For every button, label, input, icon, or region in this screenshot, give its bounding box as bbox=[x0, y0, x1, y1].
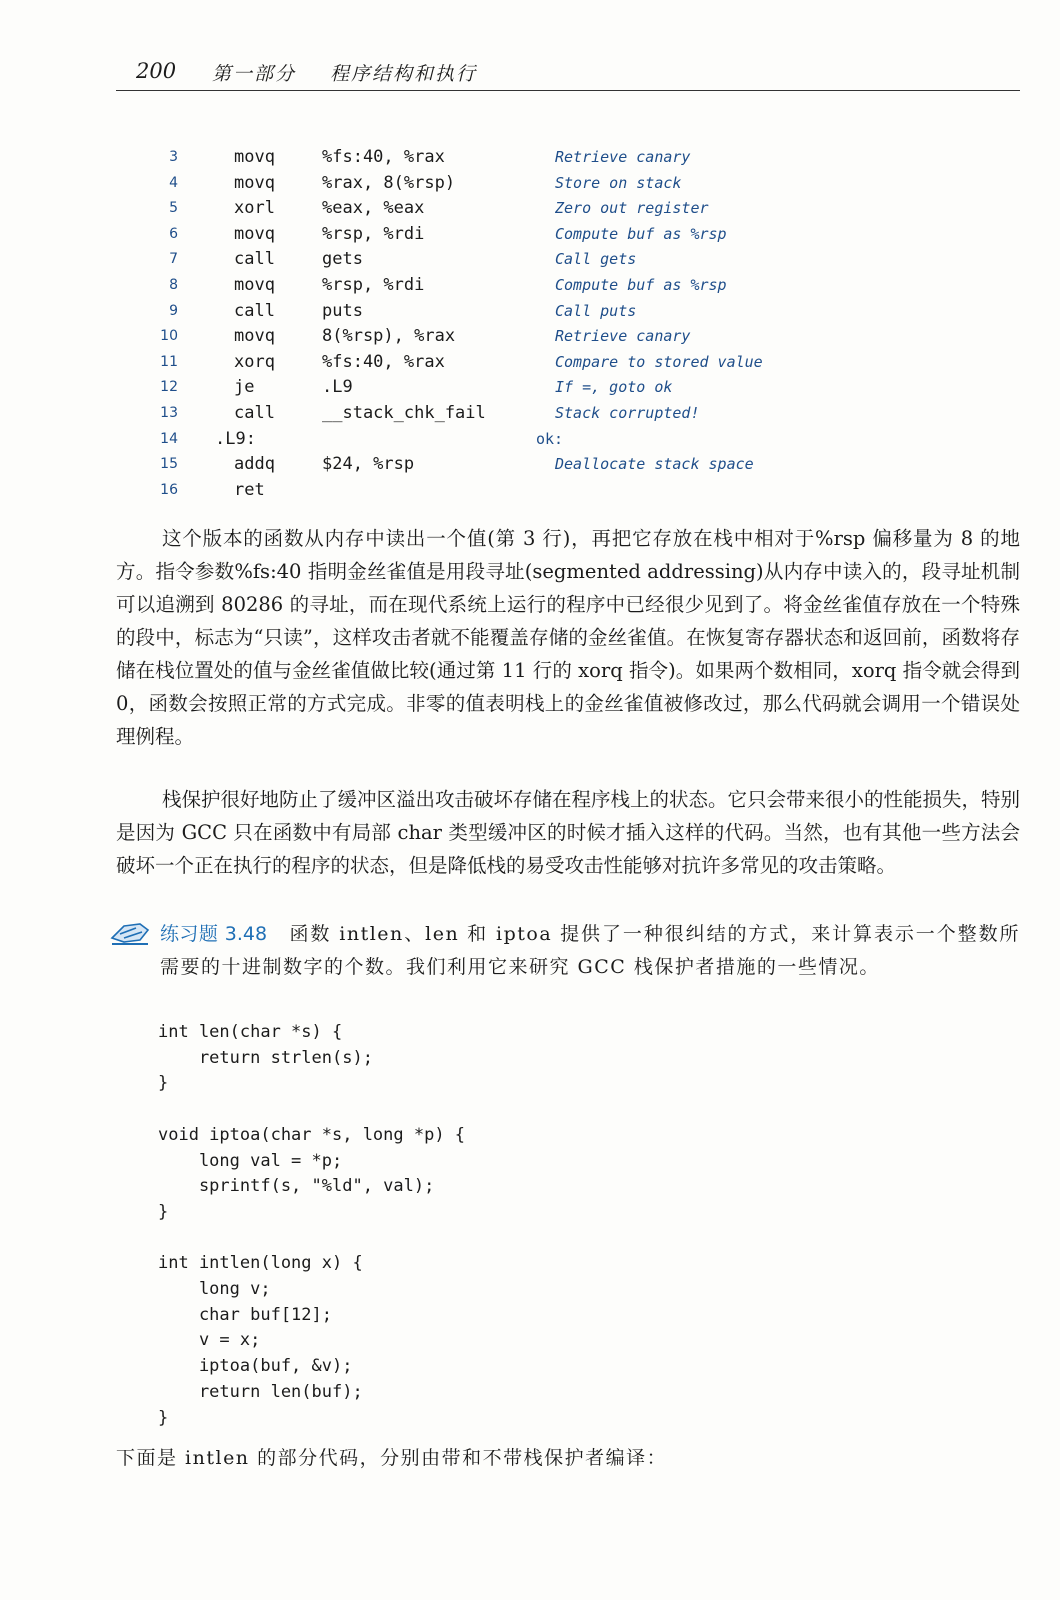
line-number: 8 bbox=[169, 277, 178, 293]
asm-comment: Zero out register bbox=[555, 199, 709, 218]
line-number: 15 bbox=[160, 456, 178, 473]
asm-operands: gets bbox=[322, 249, 363, 270]
asm-operands: %fs:40, %rax bbox=[322, 147, 445, 167]
asm-comment: Call puts bbox=[555, 301, 637, 320]
asm-line bbox=[0, 173, 1060, 197]
line-number: 16 bbox=[160, 481, 178, 498]
running-header bbox=[116, 56, 1020, 91]
asm-opcode: movq bbox=[234, 223, 275, 244]
line-number: 10 bbox=[160, 328, 178, 345]
asm-opcode: call bbox=[234, 300, 275, 321]
asm-line bbox=[0, 480, 1060, 504]
line-number: 3 bbox=[169, 149, 178, 165]
asm-opcode: call bbox=[234, 403, 275, 423]
asm-line bbox=[0, 326, 1060, 350]
line-number: 14 bbox=[160, 430, 178, 447]
asm-comment: Deallocate stack space bbox=[555, 455, 754, 474]
exercise-text bbox=[160, 918, 1020, 984]
asm-comment: Call gets bbox=[555, 250, 637, 269]
exercise-code: int len(char *s) { return strlen(s); } void iptoa(char *s, long *p) { long val = *p; sprintf(s, "%ld", val); } int intlen(long x) { long v; char buf[12]; v = x; iptoa(buf, &v); return len(buf); } bbox=[158, 1022, 466, 1428]
page-number: 200 bbox=[136, 59, 177, 83]
line-number: 4 bbox=[169, 174, 178, 191]
line-number: 13 bbox=[160, 405, 178, 421]
asm-operands: .L9 bbox=[322, 377, 353, 398]
line-number: 6 bbox=[169, 225, 178, 242]
asm-operands: %rsp, %rdi bbox=[322, 275, 425, 295]
asm-operands: puts bbox=[322, 300, 363, 321]
asm-line bbox=[0, 352, 1060, 376]
paragraph-stack-protection: 栈保护很好地防止了缓冲区溢出攻击破坏存储在程序栈上的状态。它只会带来很小的性能损失，特别是因为 GCC 只在函数中有局部 char 类型缓冲区的时候才插入这样的代码。当然，也有其他一些方法会破坏一个正在执行的程序的状态，但是降低栈的易受攻击性能够对抗许多常见的攻击策略。 bbox=[116, 788, 1021, 877]
asm-line bbox=[0, 403, 1060, 427]
asm-operands: %eax, %eax bbox=[322, 198, 425, 219]
asm-opcode: ret bbox=[234, 479, 265, 500]
asm-opcode: movq bbox=[234, 275, 275, 295]
line-number: 5 bbox=[169, 200, 178, 217]
asm-comment: If =, goto ok bbox=[555, 378, 673, 397]
asm-comment: Compute buf as %rsp bbox=[555, 276, 727, 294]
asm-line bbox=[0, 147, 1060, 171]
asm-line bbox=[0, 301, 1060, 325]
asm-opcode: call bbox=[234, 249, 275, 270]
chapter-title: 程序结构和执行 bbox=[330, 63, 478, 85]
asm-line bbox=[0, 377, 1060, 401]
exercise-title: 练习题 3.48 bbox=[160, 923, 268, 945]
asm-operands: %rsp, %rdi bbox=[322, 223, 425, 244]
asm-operands: __stack_chk_fail bbox=[322, 403, 486, 423]
line-number: 7 bbox=[169, 251, 178, 268]
asm-operands: $24, %rsp bbox=[322, 454, 415, 475]
asm-comment: Compute buf as %rsp bbox=[555, 224, 727, 243]
asm-opcode: movq bbox=[234, 147, 275, 167]
asm-comment: Compare to stored value bbox=[555, 352, 763, 371]
line-number: 11 bbox=[160, 353, 178, 370]
asm-opcode: xorl bbox=[234, 198, 275, 219]
asm-comment: Store on stack bbox=[555, 173, 682, 192]
asm-line bbox=[0, 454, 1060, 478]
asm-line bbox=[0, 275, 1060, 299]
pencil-hand-icon bbox=[110, 920, 150, 946]
asm-opcode: movq bbox=[234, 326, 275, 347]
comment-label: ok: bbox=[536, 429, 564, 448]
asm-comment: Retrieve canary bbox=[555, 327, 691, 346]
asm-comment: Retrieve canary bbox=[555, 148, 691, 166]
line-number: 12 bbox=[160, 379, 178, 396]
asm-operands: %fs:40, %rax bbox=[322, 351, 445, 372]
asm-comment: Stack corrupted! bbox=[555, 404, 700, 422]
exercise-description: 函数 intlen、len 和 iptoa 提供了一种很纠结的方式，来计算表示一个整数所需要的十进制数字的个数。我们利用它来研究 GCC 栈保护者措施的一些情况。 bbox=[160, 923, 1020, 978]
asm-opcode: movq bbox=[234, 172, 275, 193]
asm-line bbox=[0, 198, 1060, 222]
asm-opcode: xorq bbox=[234, 351, 275, 372]
asm-label: .L9: bbox=[215, 428, 256, 449]
exercise-tail-text: 下面是 intlen 的部分代码，分别由带和不带栈保护者编译： bbox=[116, 1447, 668, 1469]
line-number: 9 bbox=[169, 302, 178, 319]
asm-opcode: je bbox=[234, 377, 255, 398]
asm-line bbox=[0, 429, 1060, 453]
paragraph-canary: 这个版本的函数从内存中读出一个值(第 3 行)，再把它存放在栈中相对于%rsp 偏移量为 8 的地方。指令参数%fs:40 指明金丝雀值是用段寻址(segmented addressing)从内存中读入的，段寻址机制可以追溯到 80286 的寻址，而在现代系统上运行的程序中已经很少见到了。将金丝雀值存放在一个特殊的段中，标志为“只读”，这样攻击者就不能覆盖存储的金丝雀值。在恢复寄存器状态和返回前，函数将存储在栈位置处的值与金丝雀值做比较(通过第 11 行的 xorq 指令)。如果两个数相同，xorq 指令就会得到 0，函数会按照正常的方式完成。非零的值表明栈上的金丝雀值被修改过，那么代码就会调用一个错误处理例程。 bbox=[116, 527, 1020, 748]
asm-line bbox=[0, 224, 1060, 248]
asm-operands: %rax, 8(%rsp) bbox=[322, 172, 456, 193]
asm-operands: 8(%rsp), %rax bbox=[322, 326, 456, 347]
asm-opcode: addq bbox=[234, 454, 275, 475]
part-title: 第一部分 bbox=[212, 63, 297, 85]
asm-line bbox=[0, 249, 1060, 273]
